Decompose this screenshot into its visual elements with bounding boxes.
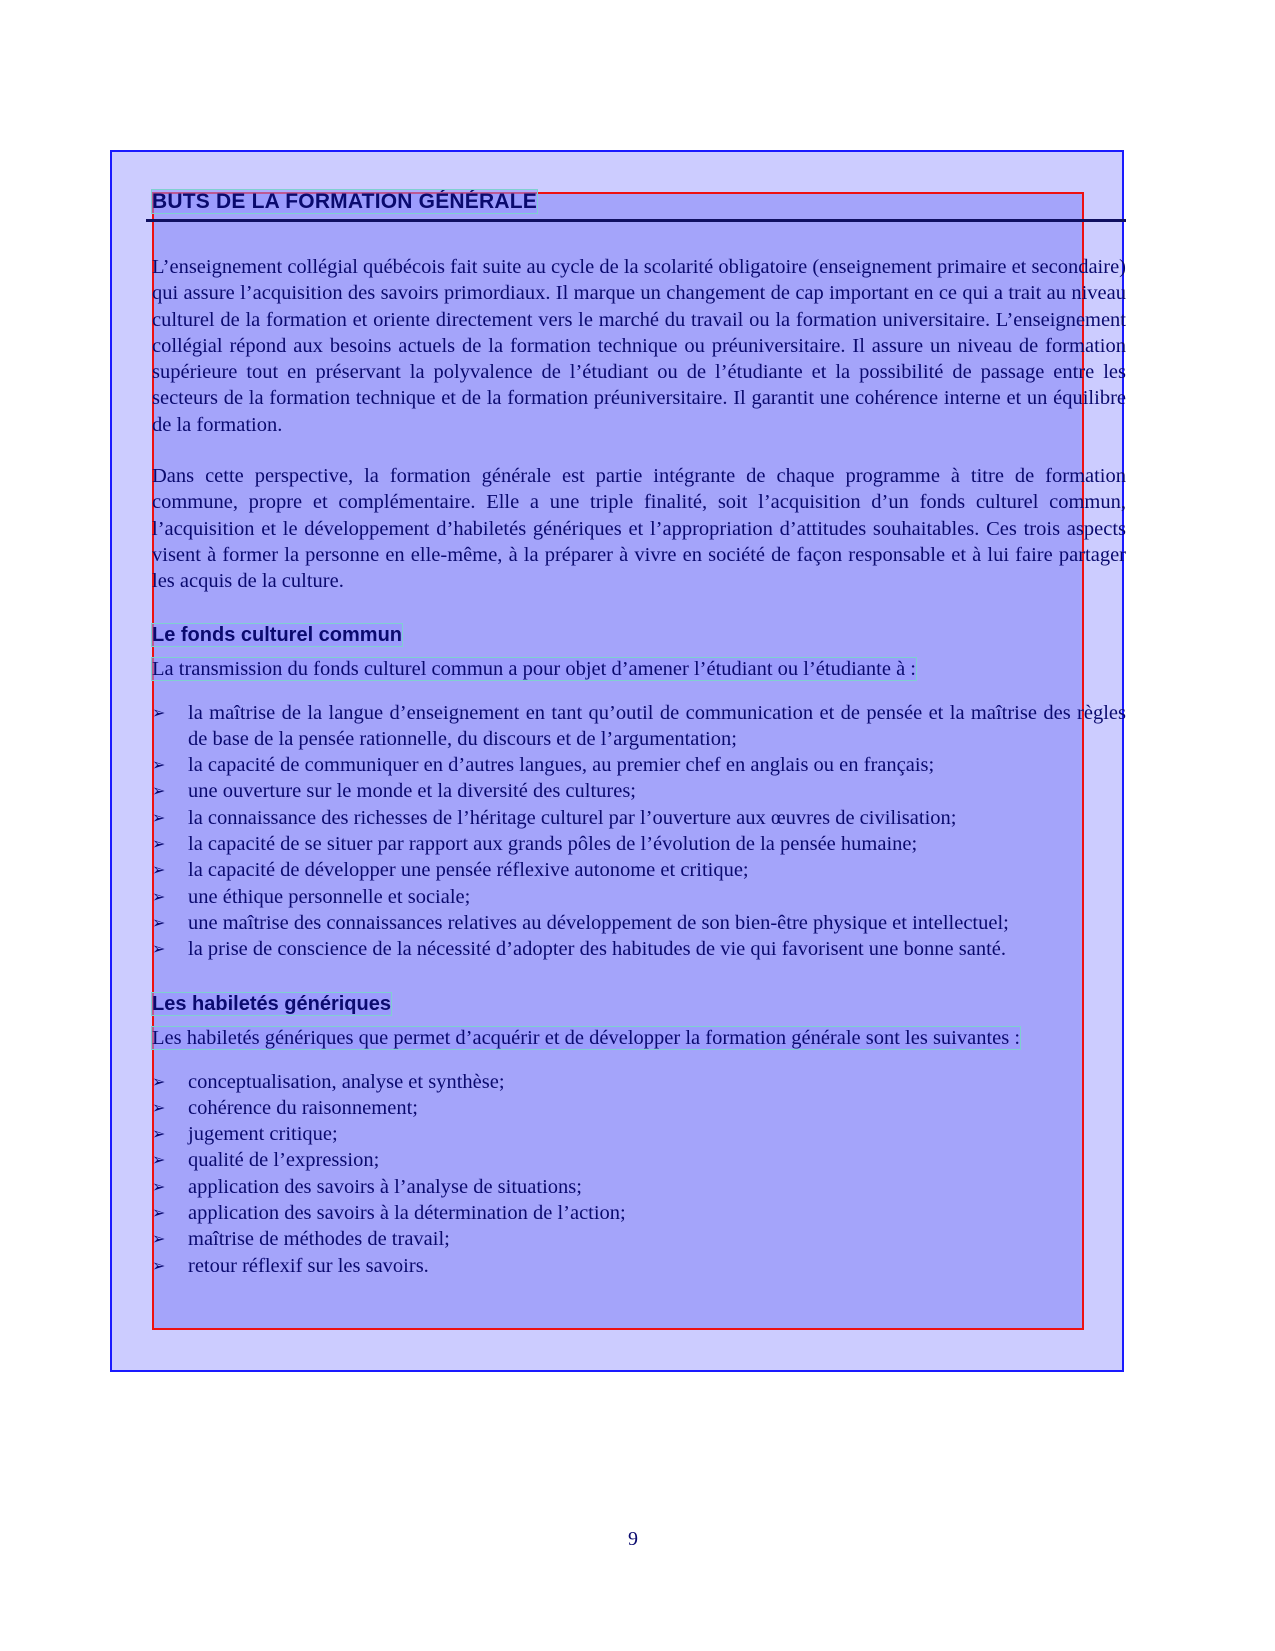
paragraph-1: L’enseignement collégial québécois fait suite au cycle de la scolarité obligatoire (enseignement primaire et secondaire) qui assure l’acquisition des savoirs primordiaux. Il marque un changement de cap important en ce qui a trait au niveau culturel de la formation et oriente directement vers le marché du travail ou la formation universitaire. L’enseignement collégial répond aux besoins actuels de la formation technique ou préuniversitaire. Il assure un niveau de formation supérieure tout en préservant la polyvalence de l’étudiant ou de l’étudiante et la possibilité de passage entre les secteurs de la formation technique et de la formation préuniversitaire. Il garantit une cohérence interne et un équilibre de la formation. [152, 256, 1126, 436]
list-item: ➢ la maîtrise de la langue d’enseignement en tant qu’outil de communication et de pensée et la maîtrise des règles de base de la pensée rationnelle, du discours et de l’argumentation; [152, 701, 1126, 750]
arrow-bullet-icon: ➢ [152, 912, 166, 932]
list-item: ➢ la capacité de communiquer en d’autres langues, au premier chef en anglais ou en français; [152, 754, 935, 777]
list-item: ➢ maîtrise de méthodes de travail; [152, 1228, 450, 1251]
arrow-bullet-icon: ➢ [152, 1071, 166, 1091]
arrow-bullet-icon: ➢ [152, 1229, 166, 1249]
section-intro-fonds-culturel: La transmission du fonds culturel commun a pour objet d’amener l’étudiant ou l’étudiante à : [152, 657, 916, 680]
list-item: ➢ la capacité de se situer par rapport aux grands pôles de l’évolution de la pensée humaine; [152, 833, 918, 856]
arrow-bullet-icon: ➢ [152, 886, 166, 906]
list-item: ➢ conceptualisation, analyse et synthèse; [152, 1070, 505, 1093]
arrow-bullet-icon: ➢ [152, 834, 166, 854]
list-item: ➢ cohérence du raisonnement; [152, 1096, 418, 1119]
list-fonds-culturel [152, 700, 1126, 963]
list-item: ➢ la prise de conscience de la nécessité d’adopter des habitudes de vie qui favorisent une bonne santé. [152, 938, 1006, 961]
list-item: ➢ jugement critique; [152, 1123, 338, 1146]
arrow-bullet-icon: ➢ [152, 1176, 166, 1196]
list-habiletes [152, 1069, 1126, 1279]
arrow-bullet-icon: ➢ [152, 781, 166, 801]
section-heading-fonds-culturel: Le fonds culturel commun [152, 623, 403, 646]
section-heading-habiletes: Les habiletés génériques [152, 992, 391, 1015]
arrow-bullet-icon: ➢ [152, 1124, 166, 1144]
arrow-bullet-icon: ➢ [152, 755, 166, 775]
arrow-bullet-icon: ➢ [152, 939, 166, 959]
arrow-bullet-icon: ➢ [152, 1097, 166, 1117]
list-item: ➢ retour réflexif sur les savoirs. [152, 1254, 429, 1277]
arrow-bullet-icon: ➢ [152, 1150, 166, 1170]
list-item: ➢ une éthique personnelle et sociale; [152, 885, 471, 908]
document-body [152, 190, 1126, 1279]
arrow-bullet-icon: ➢ [152, 807, 166, 827]
paragraph-2: Dans cette perspective, la formation générale est partie intégrante de chaque programme à titre de formation commune, propre et complémentaire. Elle a une triple finalité, soit l’acquisition d’un fonds culturel commun, l’acquisition et le développement d’habiletés génériques et l’appropriation d’attitudes souhaitables. Ces trois aspects visent à former la personne en elle-même, à la préparer à vivre en société de façon responsable et à lui faire partager les acquis de la culture. [152, 465, 1126, 593]
list-item: ➢ la connaissance des richesses de l’héritage culturel par l’ouverture aux œuvres de civilisation; [152, 806, 957, 829]
list-item: ➢ la capacité de développer une pensée réflexive autonome et critique; [152, 859, 749, 882]
list-item: ➢ application des savoirs à la détermination de l’action; [152, 1202, 626, 1225]
page-title: BUTS DE LA FORMATION GÉNÉRALE [152, 190, 537, 213]
list-item: ➢ application des savoirs à l’analyse de situations; [152, 1175, 582, 1198]
arrow-bullet-icon: ➢ [152, 860, 166, 880]
arrow-bullet-icon: ➢ [152, 1255, 166, 1275]
arrow-bullet-icon: ➢ [152, 702, 166, 722]
list-item: ➢ une ouverture sur le monde et la diversité des cultures; [152, 780, 637, 803]
arrow-bullet-icon: ➢ [152, 1203, 166, 1223]
list-item: ➢ une maîtrise des connaissances relatives au développement de son bien-être physique et intellectuel; [152, 911, 1009, 934]
section-intro-habiletes: Les habiletés génériques que permet d’acquérir et de développer la formation générale sont les suivantes : [152, 1026, 1021, 1049]
page-number: 9 [628, 1528, 638, 1550]
list-item: ➢ qualité de l’expression; [152, 1149, 380, 1172]
